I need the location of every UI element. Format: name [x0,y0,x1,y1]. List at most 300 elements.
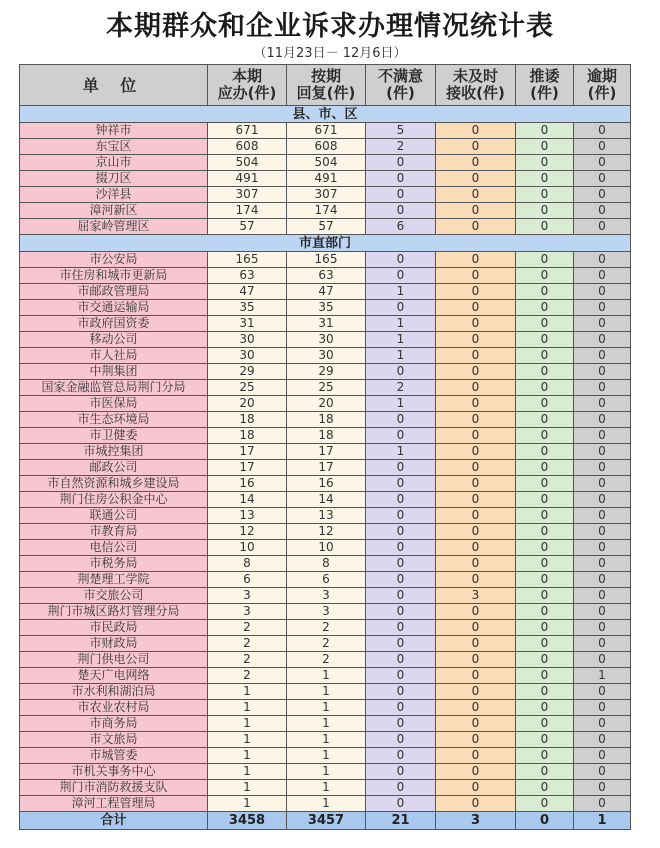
unit-name-cell: 市邮政管理局 [20,284,208,300]
value-cell: 0 [574,396,631,412]
value-cell: 0 [366,716,436,732]
table-row [20,492,631,508]
value-cell: 35 [208,300,287,316]
unit-name-cell: 市水利和湖泊局 [20,684,208,700]
value-cell: 0 [366,764,436,780]
value-cell: 30 [287,332,366,348]
unit-name-cell: 市交通运输局 [20,300,208,316]
header-due-line1: 本期 [231,67,262,85]
unit-name-cell: 移动公司 [20,332,208,348]
value-cell: 0 [574,187,631,203]
value-cell: 0 [366,668,436,684]
value-cell: 0 [516,556,574,572]
value-cell: 0 [574,444,631,460]
total-value-cell: 1 [574,812,631,830]
header-ontime [287,65,366,106]
value-cell: 17 [208,444,287,460]
unit-name-cell: 市自然资源和城乡建设局 [20,476,208,492]
value-cell: 1 [287,764,366,780]
value-cell: 2 [208,636,287,652]
table-row [20,219,631,235]
value-cell: 491 [287,171,366,187]
table-row [20,572,631,588]
table-row [20,588,631,604]
value-cell: 1 [208,700,287,716]
value-cell: 6 [366,219,436,235]
value-cell: 1 [287,748,366,764]
value-cell: 14 [208,492,287,508]
table-row [20,732,631,748]
value-cell: 1 [287,716,366,732]
value-cell: 0 [516,348,574,364]
unit-name-cell: 荆门供电公司 [20,652,208,668]
value-cell: 0 [366,556,436,572]
value-cell: 0 [366,620,436,636]
section-title: 市直部门 [20,235,631,252]
value-cell: 0 [516,572,574,588]
value-cell: 0 [574,364,631,380]
value-cell: 0 [436,252,516,268]
value-cell: 0 [436,636,516,652]
value-cell: 12 [287,524,366,540]
page-title: 本期群众和企业诉求办理情况统计表 [106,11,554,42]
value-cell: 10 [208,540,287,556]
value-cell: 2 [287,636,366,652]
value-cell: 608 [287,139,366,155]
value-cell: 0 [516,652,574,668]
value-cell: 5 [366,123,436,139]
value-cell: 0 [574,348,631,364]
value-cell: 8 [208,556,287,572]
value-cell: 0 [516,748,574,764]
value-cell: 0 [516,444,574,460]
value-cell: 0 [436,780,516,796]
value-cell: 0 [516,187,574,203]
value-cell: 1 [366,332,436,348]
value-cell: 0 [436,700,516,716]
table-row [20,268,631,284]
value-cell: 0 [516,524,574,540]
value-cell: 0 [574,139,631,155]
value-cell: 504 [208,155,287,171]
value-cell: 2 [208,620,287,636]
value-cell: 0 [436,219,516,235]
table-body [20,106,631,830]
header-row [20,65,631,106]
header-due [208,65,287,106]
value-cell: 0 [516,492,574,508]
unit-name-cell: 东宝区 [20,139,208,155]
value-cell: 0 [516,716,574,732]
unit-name-cell: 荆门市城区路灯管理分局 [20,604,208,620]
table-row [20,139,631,155]
header-unit: 单 位 [20,65,208,106]
header-unsatisfied-line1: 不满意 [377,67,423,85]
value-cell: 0 [436,171,516,187]
header-ontime-line2: 回复(件) [296,84,356,102]
value-cell: 0 [574,780,631,796]
value-cell: 608 [208,139,287,155]
table-row [20,396,631,412]
value-cell: 1 [366,348,436,364]
value-cell: 1 [208,748,287,764]
value-cell: 0 [574,476,631,492]
value-cell: 0 [366,780,436,796]
value-cell: 0 [366,171,436,187]
value-cell: 0 [574,636,631,652]
table-row [20,556,631,572]
value-cell: 0 [436,732,516,748]
header-unsatisfied [366,65,436,106]
value-cell: 0 [574,508,631,524]
section-header-row [20,235,631,252]
value-cell: 0 [436,332,516,348]
table-row [20,155,631,171]
table-row [20,476,631,492]
unit-name-cell: 市人社局 [20,348,208,364]
value-cell: 0 [574,492,631,508]
value-cell: 0 [366,540,436,556]
value-cell: 0 [574,652,631,668]
table-row [20,780,631,796]
value-cell: 2 [208,668,287,684]
value-cell: 30 [208,332,287,348]
value-cell: 0 [436,284,516,300]
table-row [20,748,631,764]
value-cell: 0 [574,316,631,332]
value-cell: 0 [366,732,436,748]
value-cell: 0 [516,796,574,812]
unit-name-cell: 联通公司 [20,508,208,524]
value-cell: 0 [516,316,574,332]
value-cell: 0 [436,348,516,364]
value-cell: 0 [436,396,516,412]
value-cell: 0 [516,203,574,219]
value-cell: 0 [436,203,516,219]
value-cell: 1 [287,700,366,716]
value-cell: 16 [208,476,287,492]
value-cell: 307 [208,187,287,203]
table-row [20,123,631,139]
unit-name-cell: 荆门住房公积金中心 [20,492,208,508]
value-cell: 17 [287,460,366,476]
value-cell: 8 [287,556,366,572]
unit-name-cell: 电信公司 [20,540,208,556]
value-cell: 0 [436,155,516,171]
value-cell: 0 [516,380,574,396]
value-cell: 0 [574,300,631,316]
value-cell: 57 [208,219,287,235]
header-ontime-line1: 按期 [310,67,341,85]
unit-name-cell: 漳河工程管理局 [20,796,208,812]
table-row [20,380,631,396]
value-cell: 0 [574,556,631,572]
statistics-table [19,64,631,830]
value-cell: 0 [574,796,631,812]
value-cell: 3 [208,588,287,604]
value-cell: 0 [574,700,631,716]
value-cell: 63 [208,268,287,284]
value-cell: 63 [287,268,366,284]
value-cell: 0 [516,155,574,171]
value-cell: 0 [516,123,574,139]
value-cell: 1 [366,396,436,412]
value-cell: 18 [287,428,366,444]
value-cell: 0 [574,412,631,428]
value-cell: 29 [287,364,366,380]
value-cell: 671 [208,123,287,139]
value-cell: 174 [287,203,366,219]
value-cell: 0 [366,572,436,588]
value-cell: 491 [208,171,287,187]
value-cell: 1 [287,668,366,684]
value-cell: 6 [208,572,287,588]
value-cell: 0 [574,380,631,396]
value-cell: 17 [287,444,366,460]
unit-name-cell: 市医保局 [20,396,208,412]
value-cell: 0 [516,764,574,780]
unit-name-cell: 沙洋县 [20,187,208,203]
header-overdue-line1: 逾期 [586,67,617,85]
table-row [20,171,631,187]
value-cell: 0 [366,412,436,428]
value-cell: 0 [574,524,631,540]
unit-name-cell: 京山市 [20,155,208,171]
value-cell: 13 [287,508,366,524]
value-cell: 2 [366,139,436,155]
value-cell: 0 [436,139,516,155]
value-cell: 0 [366,508,436,524]
value-cell: 0 [436,524,516,540]
unit-name-cell: 市住房和城市更新局 [20,268,208,284]
value-cell: 12 [208,524,287,540]
value-cell: 0 [516,780,574,796]
value-cell: 1 [287,684,366,700]
unit-name-cell: 荆门市消防救援支队 [20,780,208,796]
table-row [20,348,631,364]
value-cell: 0 [574,460,631,476]
value-cell: 0 [574,684,631,700]
value-cell: 13 [208,508,287,524]
value-cell: 1 [208,764,287,780]
value-cell: 0 [516,364,574,380]
value-cell: 0 [516,540,574,556]
value-cell: 0 [366,364,436,380]
header-unsatisfied-line2: (件) [386,84,415,102]
table-row [20,652,631,668]
value-cell: 0 [574,428,631,444]
value-cell: 0 [516,636,574,652]
value-cell: 0 [516,684,574,700]
total-label: 合计 [20,812,208,830]
value-cell: 0 [516,476,574,492]
value-cell: 3 [436,588,516,604]
value-cell: 0 [574,716,631,732]
unit-name-cell: 漳河新区 [20,203,208,219]
value-cell: 0 [574,171,631,187]
table-row [20,203,631,219]
header-shirking-line2: (件) [530,84,559,102]
unit-name-cell: 钟祥市 [20,123,208,139]
unit-name-cell: 市财政局 [20,636,208,652]
value-cell: 0 [516,428,574,444]
value-cell: 0 [366,268,436,284]
value-cell: 0 [574,620,631,636]
table-row [20,187,631,203]
total-value-cell: 21 [366,812,436,830]
table-row [20,428,631,444]
value-cell: 0 [436,268,516,284]
value-cell: 174 [208,203,287,219]
unit-name-cell: 市卫健委 [20,428,208,444]
value-cell: 165 [208,252,287,268]
value-cell: 31 [287,316,366,332]
value-cell: 20 [287,396,366,412]
value-cell: 0 [366,700,436,716]
table-row [20,524,631,540]
value-cell: 0 [516,604,574,620]
table-row [20,364,631,380]
table-row [20,700,631,716]
value-cell: 0 [574,203,631,219]
value-cell: 0 [516,412,574,428]
value-cell: 0 [574,155,631,171]
total-value-cell: 0 [516,812,574,830]
value-cell: 1 [287,796,366,812]
header-not-received-line1: 未及时 [452,67,498,85]
total-value-cell: 3457 [287,812,366,830]
value-cell: 0 [516,219,574,235]
unit-name-cell: 市机关事务中心 [20,764,208,780]
value-cell: 1 [208,796,287,812]
value-cell: 0 [516,732,574,748]
value-cell: 0 [574,588,631,604]
value-cell: 30 [208,348,287,364]
table-row [20,684,631,700]
value-cell: 18 [287,412,366,428]
value-cell: 18 [208,412,287,428]
value-cell: 307 [287,187,366,203]
value-cell: 0 [574,732,631,748]
value-cell: 0 [436,187,516,203]
value-cell: 16 [287,476,366,492]
value-cell: 2 [208,652,287,668]
unit-name-cell: 屈家岭管理区 [20,219,208,235]
value-cell: 0 [436,300,516,316]
value-cell: 1 [366,444,436,460]
table-row [20,636,631,652]
header-overdue [574,65,631,106]
table-row [20,796,631,812]
value-cell: 0 [516,252,574,268]
value-cell: 0 [574,604,631,620]
unit-name-cell: 市生态环境局 [20,412,208,428]
header-shirking-line1: 推诿 [529,67,560,85]
value-cell: 0 [436,476,516,492]
unit-name-cell: 市城管委 [20,748,208,764]
table-row [20,444,631,460]
value-cell: 0 [366,652,436,668]
value-cell: 0 [436,684,516,700]
table-row [20,284,631,300]
value-cell: 0 [516,588,574,604]
header-shirking [516,65,574,106]
value-cell: 0 [574,219,631,235]
value-cell: 0 [366,524,436,540]
unit-name-cell: 邮政公司 [20,460,208,476]
value-cell: 3 [287,588,366,604]
header-due-line2: 应办(件) [217,84,277,102]
value-cell: 0 [516,300,574,316]
value-cell: 0 [574,572,631,588]
unit-name-cell: 市农业农村局 [20,700,208,716]
table-row [20,508,631,524]
value-cell: 0 [574,764,631,780]
value-cell: 1 [366,284,436,300]
value-cell: 47 [287,284,366,300]
value-cell: 0 [366,300,436,316]
value-cell: 0 [436,508,516,524]
value-cell: 0 [516,284,574,300]
table-row [20,300,631,316]
table-row [20,604,631,620]
date-range-subtitle: （11月23日－ 12月6日） [253,46,407,61]
value-cell: 57 [287,219,366,235]
value-cell: 0 [516,668,574,684]
value-cell: 0 [436,652,516,668]
value-cell: 0 [516,332,574,348]
value-cell: 0 [574,268,631,284]
value-cell: 0 [366,748,436,764]
value-cell: 2 [366,380,436,396]
value-cell: 0 [436,460,516,476]
value-cell: 25 [208,380,287,396]
value-cell: 0 [574,123,631,139]
value-cell: 0 [366,588,436,604]
section-title: 县、市、区 [20,106,631,123]
value-cell: 0 [436,380,516,396]
value-cell: 165 [287,252,366,268]
value-cell: 0 [516,700,574,716]
unit-name-cell: 市民政局 [20,620,208,636]
value-cell: 0 [436,412,516,428]
value-cell: 18 [208,428,287,444]
value-cell: 0 [436,572,516,588]
unit-name-cell: 市交旅公司 [20,588,208,604]
value-cell: 1 [287,732,366,748]
value-cell: 0 [516,171,574,187]
value-cell: 0 [436,316,516,332]
value-cell: 0 [366,492,436,508]
value-cell: 0 [436,796,516,812]
table-row [20,764,631,780]
table-row [20,460,631,476]
value-cell: 504 [287,155,366,171]
value-cell: 0 [366,476,436,492]
value-cell: 1 [208,684,287,700]
section-header-row [20,106,631,123]
value-cell: 1 [366,316,436,332]
value-cell: 0 [366,187,436,203]
value-cell: 0 [436,764,516,780]
value-cell: 0 [574,748,631,764]
value-cell: 0 [436,364,516,380]
value-cell: 0 [436,123,516,139]
value-cell: 17 [208,460,287,476]
value-cell: 0 [366,252,436,268]
header-not-received-line2: 接收(件) [446,84,505,102]
unit-name-cell: 国家金融监管总局荆门分局 [20,380,208,396]
